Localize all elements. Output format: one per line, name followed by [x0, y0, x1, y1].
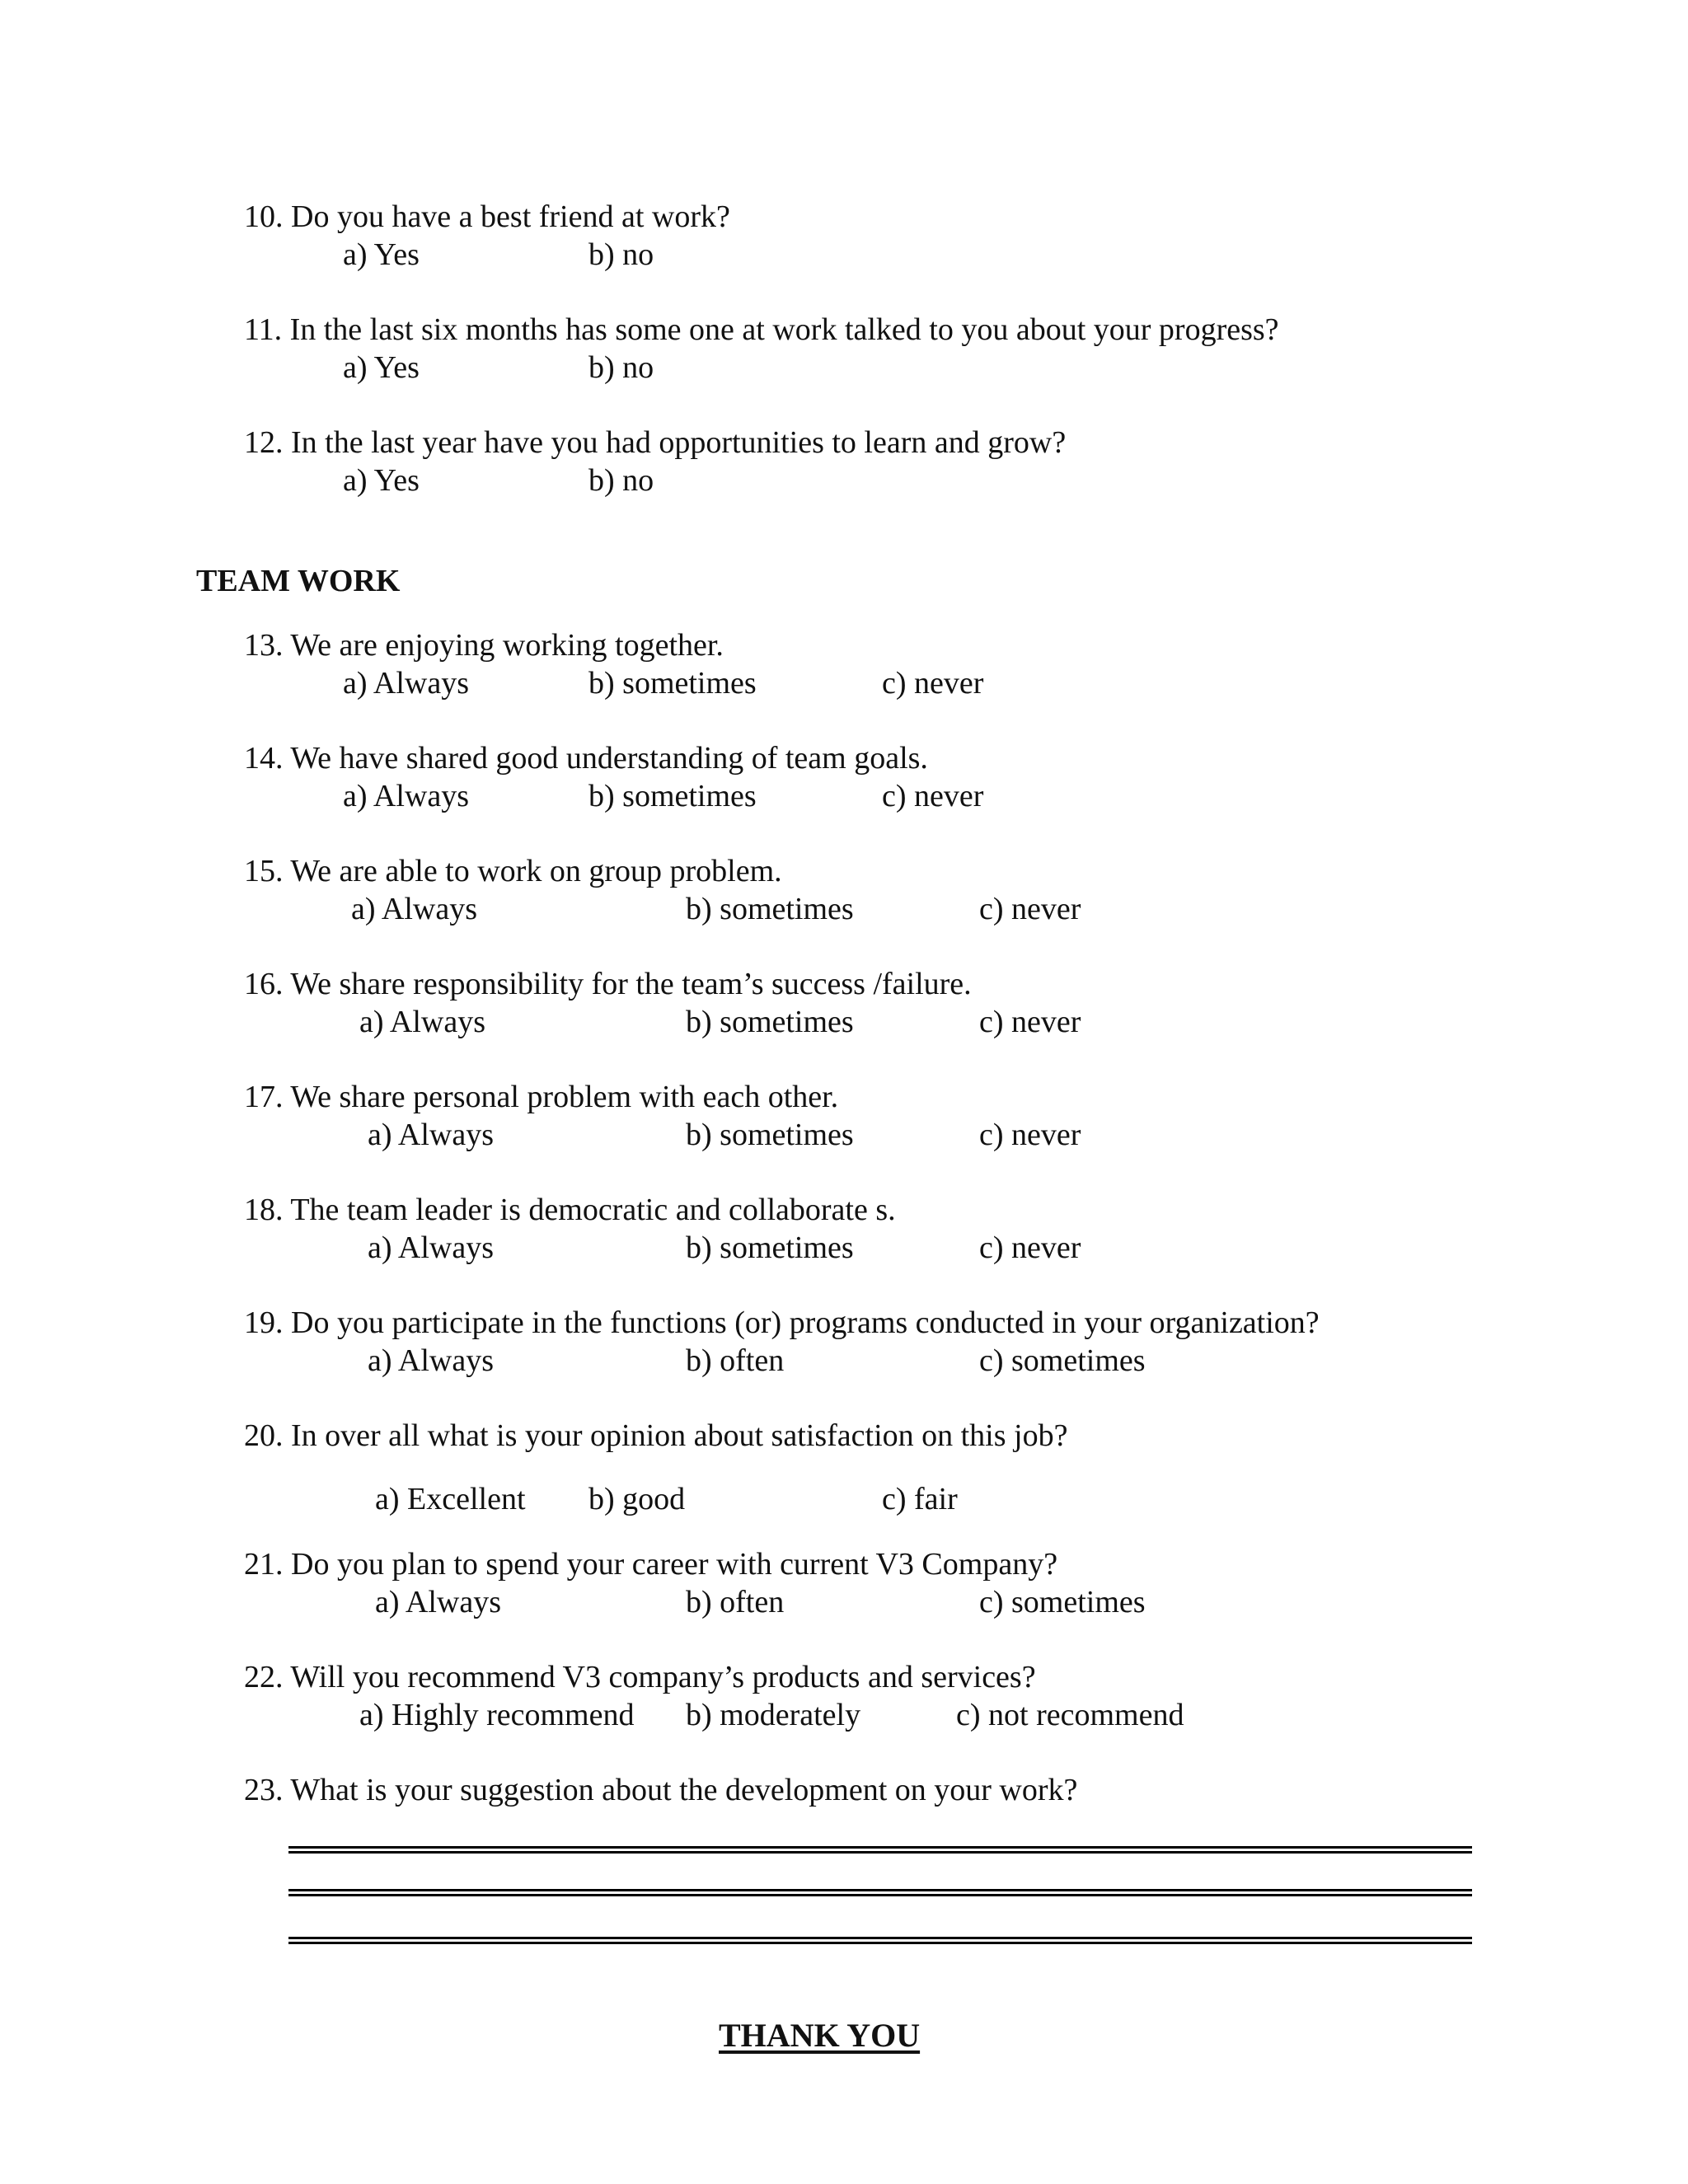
question-13: 13. We are enjoying working together.	[244, 628, 724, 663]
question-18: 18. The team leader is democratic and collaborate s.	[244, 1193, 896, 1227]
option-c: c) never	[979, 1118, 1081, 1152]
option-c: c) sometimes	[979, 1343, 1146, 1378]
option-b: b) no	[588, 463, 654, 498]
option-a: a) Always	[375, 1585, 502, 1619]
option-b: b) sometimes	[686, 892, 854, 926]
option-a: a) Always	[351, 892, 478, 926]
option-c: c) never	[979, 892, 1081, 926]
option-b: b) sometimes	[588, 666, 757, 701]
answer-line[interactable]	[288, 1889, 1472, 1896]
option-c: c) fair	[882, 1482, 958, 1516]
question-14: 14. We have shared good understanding of team goals.	[244, 741, 928, 776]
thank-you-text: THANK YOU	[719, 2017, 921, 2054]
option-c: c) never	[979, 1230, 1081, 1265]
option-b: b) sometimes	[686, 1118, 854, 1152]
question-21: 21. Do you plan to spend your career with current V3 Company?	[244, 1547, 1058, 1582]
option-c: c) never	[882, 779, 984, 813]
option-b: b) often	[686, 1585, 785, 1619]
question-17: 17. We share personal problem with each other.	[244, 1080, 839, 1114]
option-c: c) not recommend	[956, 1698, 1184, 1732]
option-c: c) never	[979, 1005, 1081, 1039]
option-b: b) moderately	[686, 1698, 861, 1732]
option-a: a) Always	[343, 666, 470, 701]
option-a: a) Yes	[343, 463, 420, 498]
question-20: 20. In over all what is your opinion about satisfaction on this job?	[244, 1418, 1068, 1453]
option-a: a) Always	[343, 779, 470, 813]
option-b: b) sometimes	[588, 779, 757, 813]
question-15: 15. We are able to work on group problem.	[244, 854, 782, 888]
question-16: 16. We share responsibility for the team’s success /failure.	[244, 967, 972, 1001]
question-19: 19. Do you participate in the functions (or) programs conducted in your organization?	[244, 1305, 1320, 1340]
question-23: 23. What is your suggestion about the development on your work?	[244, 1773, 1078, 1807]
question-11: 11. In the last six months has some one at work talked to you about your progress?	[244, 312, 1279, 347]
option-a: a) Excellent	[375, 1482, 526, 1516]
answer-line[interactable]	[288, 1937, 1472, 1944]
option-b: b) sometimes	[686, 1005, 854, 1039]
option-b: b) no	[588, 237, 654, 272]
option-a: a) Highly recommend	[359, 1698, 635, 1732]
question-12: 12. In the last year have you had opportunities to learn and grow?	[244, 425, 1067, 460]
option-a: a) Yes	[343, 237, 420, 272]
option-a: a) Always	[368, 1118, 495, 1152]
question-22: 22. Will you recommend V3 company’s products and services?	[244, 1660, 1036, 1694]
answer-line[interactable]	[288, 1846, 1472, 1854]
option-c: c) never	[882, 666, 984, 701]
question-10: 10. Do you have a best friend at work?	[244, 199, 730, 234]
option-b: b) sometimes	[686, 1230, 854, 1265]
option-b: b) good	[588, 1482, 686, 1516]
option-a: a) Always	[359, 1005, 486, 1039]
option-c: c) sometimes	[979, 1585, 1146, 1619]
option-b: b) no	[588, 350, 654, 385]
option-b: b) often	[686, 1343, 785, 1378]
option-a: a) Always	[368, 1343, 495, 1378]
option-a: a) Always	[368, 1230, 495, 1265]
section-heading: TEAM WORK	[196, 564, 401, 598]
option-a: a) Yes	[343, 350, 420, 385]
